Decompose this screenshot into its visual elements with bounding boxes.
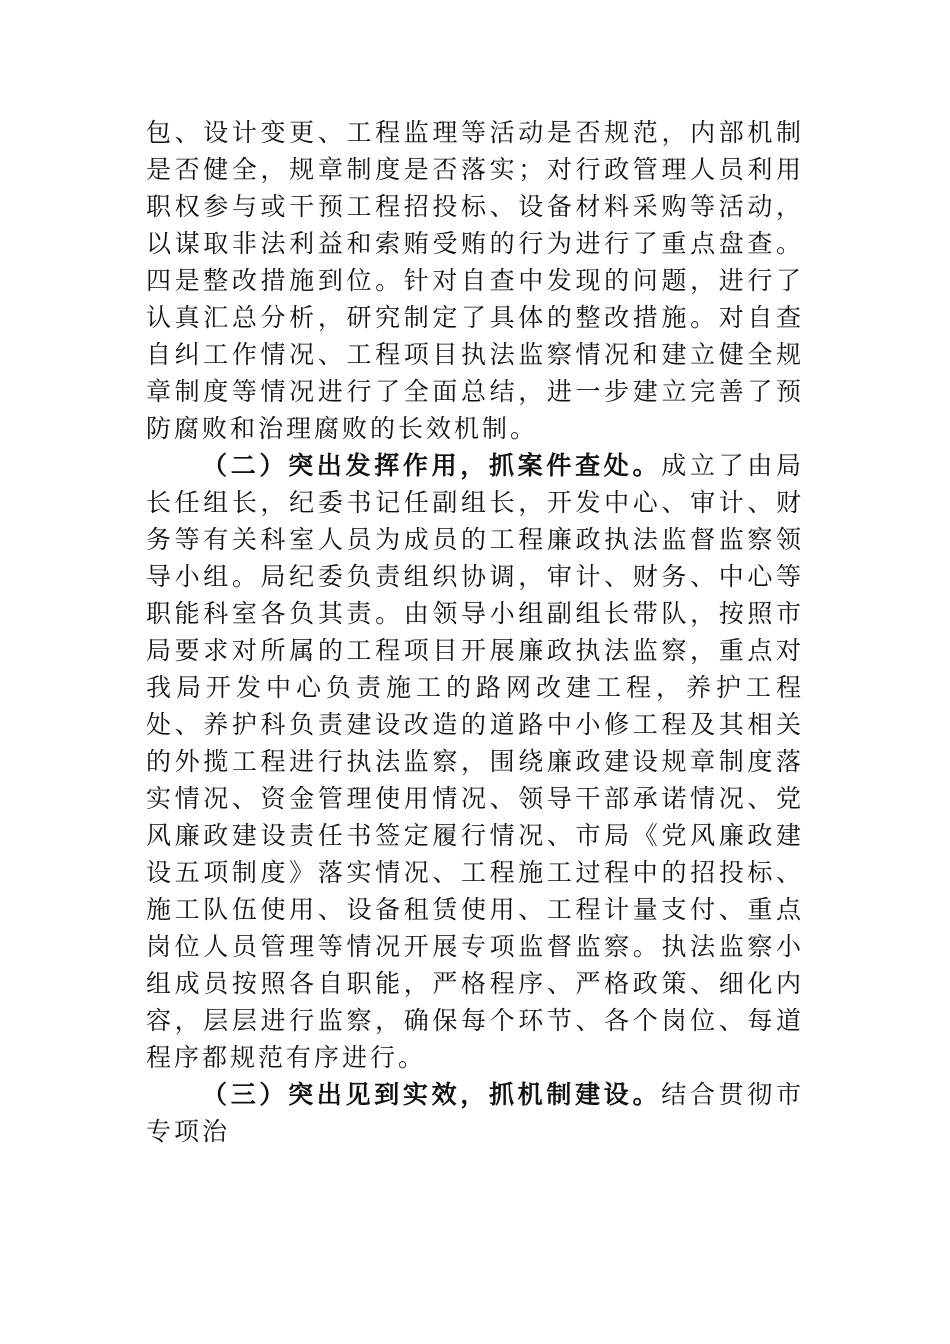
section-heading-2: （二）突出发挥作用，抓案件查处。 — [202, 451, 662, 480]
document-body — [146, 114, 804, 1150]
paragraph-2 — [146, 447, 804, 1076]
paragraph-1-text: 包、设计变更、工程监理等活动是否规范，内部机制是否健全，规章制度是否落实；对行政管理人员利用职权参与或干预工程招投标、设备材料采购等活动，以谋取非法利益和索贿受贿的行为进行了重点盘查。四是整改措施到位。针对自查中发现的问题，进行了认真汇总分析，研究制定了具体的整改措施。对自查自纠工作情况、工程项目执法监察情况和建立健全规章制度等情况进行了全面总结，进一步建立完善了预防腐败和治理腐败的长效机制。 — [146, 118, 804, 443]
paragraph-2-text: 成立了由局长任组长，纪委书记任副组长，开发中心、审计、财务等有关科室人员为成员的工程廉政执法监督监察领导小组。局纪委负责组织协调，审计、财务、中心等职能科室各负其责。由领导小组副组长带队，按照市局要求对所属的工程项目开展廉政执法监察，重点对我局开发中心负责施工的路网改建工程，养护工程处、养护科负责建设改造的道路中小修工程及其相关的外揽工程进行执法监察，围绕廉政建设规章制度落实情况、资金管理使用情况、领导干部承诺情况、党风廉政建设责任书签定履行情况、市局《党风廉政建设五项制度》落实情况、工程施工过程中的招投标、施工队伍使用、设备租赁使用、工程计量支付、重点岗位人员管理等情况开展专项监督监察。执法监察小组成员按照各自职能，严格程序、严格政策、细化内容，层层进行监察，确保每个环节、各个岗位、每道程序都规范有序进行。 — [146, 451, 804, 1072]
paragraph-3 — [146, 1076, 804, 1150]
paragraph-1 — [146, 114, 804, 447]
paragraph-3-text: 结合贯彻市专项治 — [146, 1080, 804, 1146]
section-heading-3: （三）突出见到实效，抓机制建设。 — [202, 1080, 662, 1109]
